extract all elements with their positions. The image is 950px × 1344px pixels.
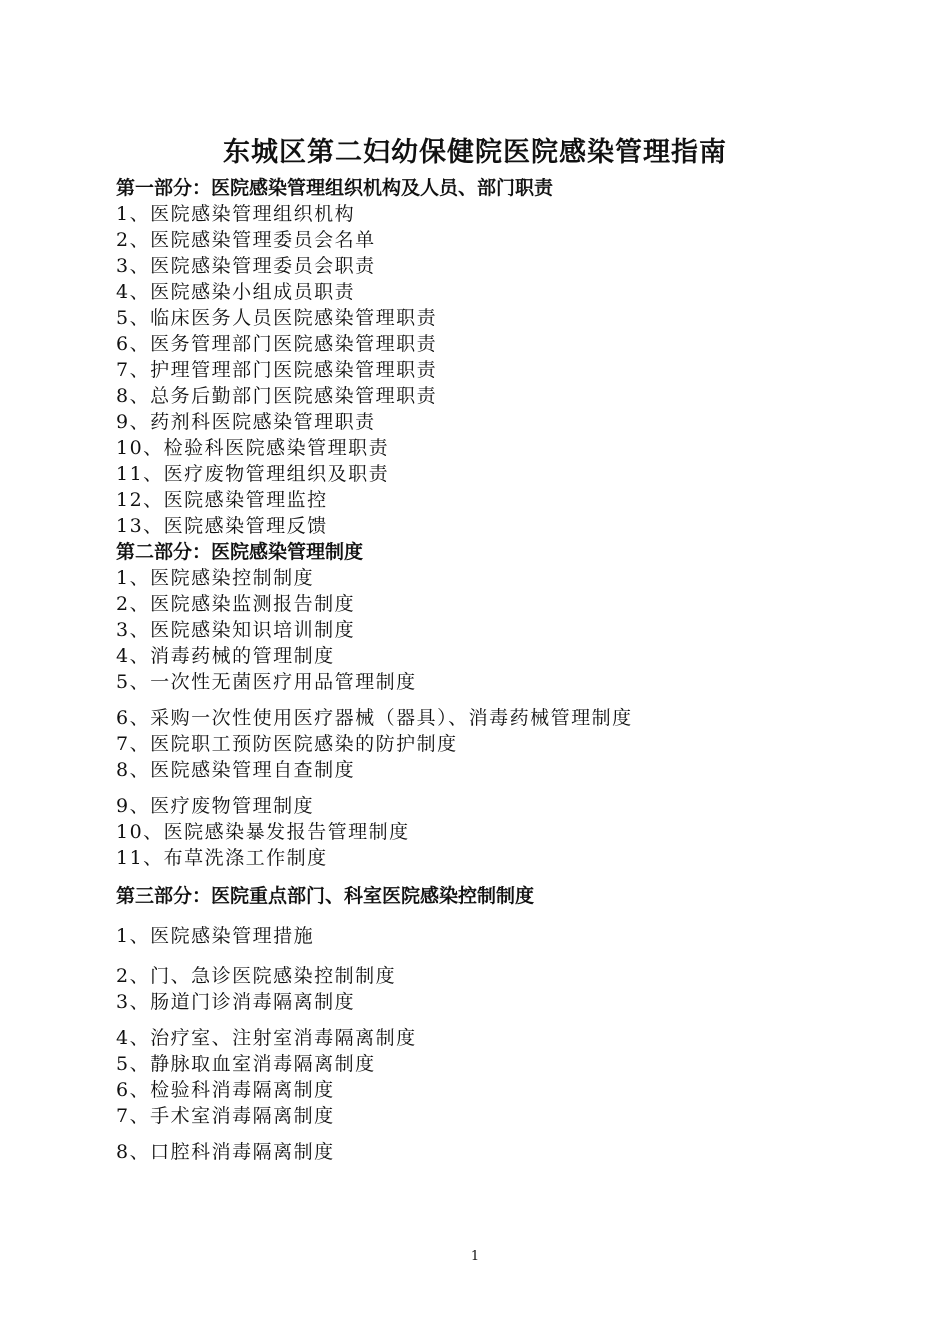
section-heading-part-2: 第二部分：医院感染管理制度 — [116, 541, 364, 563]
document-title: 东城区第二妇幼保健院医院感染管理指南 — [223, 137, 727, 168]
list-item: 1、医院感染控制制度 — [116, 567, 315, 589]
list-item: 3、医院感染知识培训制度 — [116, 619, 356, 641]
list-item: 4、治疗室、注射室消毒隔离制度 — [116, 1027, 417, 1049]
list-item: 2、医院感染管理委员会名单 — [116, 229, 376, 251]
list-item: 12、医院感染管理监控 — [116, 489, 328, 511]
list-item: 6、医务管理部门医院感染管理职责 — [116, 333, 438, 355]
list-item: 11、布草洗涤工作制度 — [116, 847, 328, 869]
list-item: 9、药剂科医院感染管理职责 — [116, 411, 376, 433]
list-item: 4、消毒药械的管理制度 — [116, 645, 335, 667]
list-item: 9、医疗废物管理制度 — [116, 795, 315, 817]
list-item: 13、医院感染管理反馈 — [116, 515, 328, 537]
list-item: 6、检验科消毒隔离制度 — [116, 1079, 335, 1101]
list-item: 5、临床医务人员医院感染管理职责 — [116, 307, 438, 329]
list-item: 4、医院感染小组成员职责 — [116, 281, 356, 303]
list-item: 8、口腔科消毒隔离制度 — [116, 1141, 335, 1163]
list-item: 5、一次性无菌医疗用品管理制度 — [116, 671, 417, 693]
section-heading-part-1: 第一部分：医院感染管理组织机构及人员、部门职责 — [116, 177, 554, 199]
section-heading-part-3: 第三部分：医院重点部门、科室医院感染控制制度 — [116, 885, 535, 907]
list-item: 1、医院感染管理组织机构 — [116, 203, 356, 225]
list-item: 8、医院感染管理自查制度 — [116, 759, 356, 781]
list-item: 2、医院感染监测报告制度 — [116, 593, 356, 615]
list-item: 1、医院感染管理措施 — [116, 925, 315, 947]
list-item: 11、医疗废物管理组织及职责 — [116, 463, 390, 485]
list-item: 10、检验科医院感染管理职责 — [116, 437, 390, 459]
list-item: 8、总务后勤部门医院感染管理职责 — [116, 385, 438, 407]
list-item: 2、门、急诊医院感染控制制度 — [116, 965, 397, 987]
list-item: 3、医院感染管理委员会职责 — [116, 255, 376, 277]
list-item: 6、采购一次性使用医疗器械（器具）、消毒药械管理制度 — [116, 707, 633, 729]
list-item: 7、医院职工预防医院感染的防护制度 — [116, 733, 458, 755]
list-item: 7、手术室消毒隔离制度 — [116, 1105, 335, 1127]
list-item: 3、肠道门诊消毒隔离制度 — [116, 991, 356, 1013]
list-item: 10、医院感染暴发报告管理制度 — [116, 821, 410, 843]
document-body — [116, 175, 896, 1165]
list-item: 7、护理管理部门医院感染管理职责 — [116, 359, 438, 381]
list-item: 5、静脉取血室消毒隔离制度 — [116, 1053, 376, 1075]
page-number: 1 — [470, 1249, 480, 1264]
